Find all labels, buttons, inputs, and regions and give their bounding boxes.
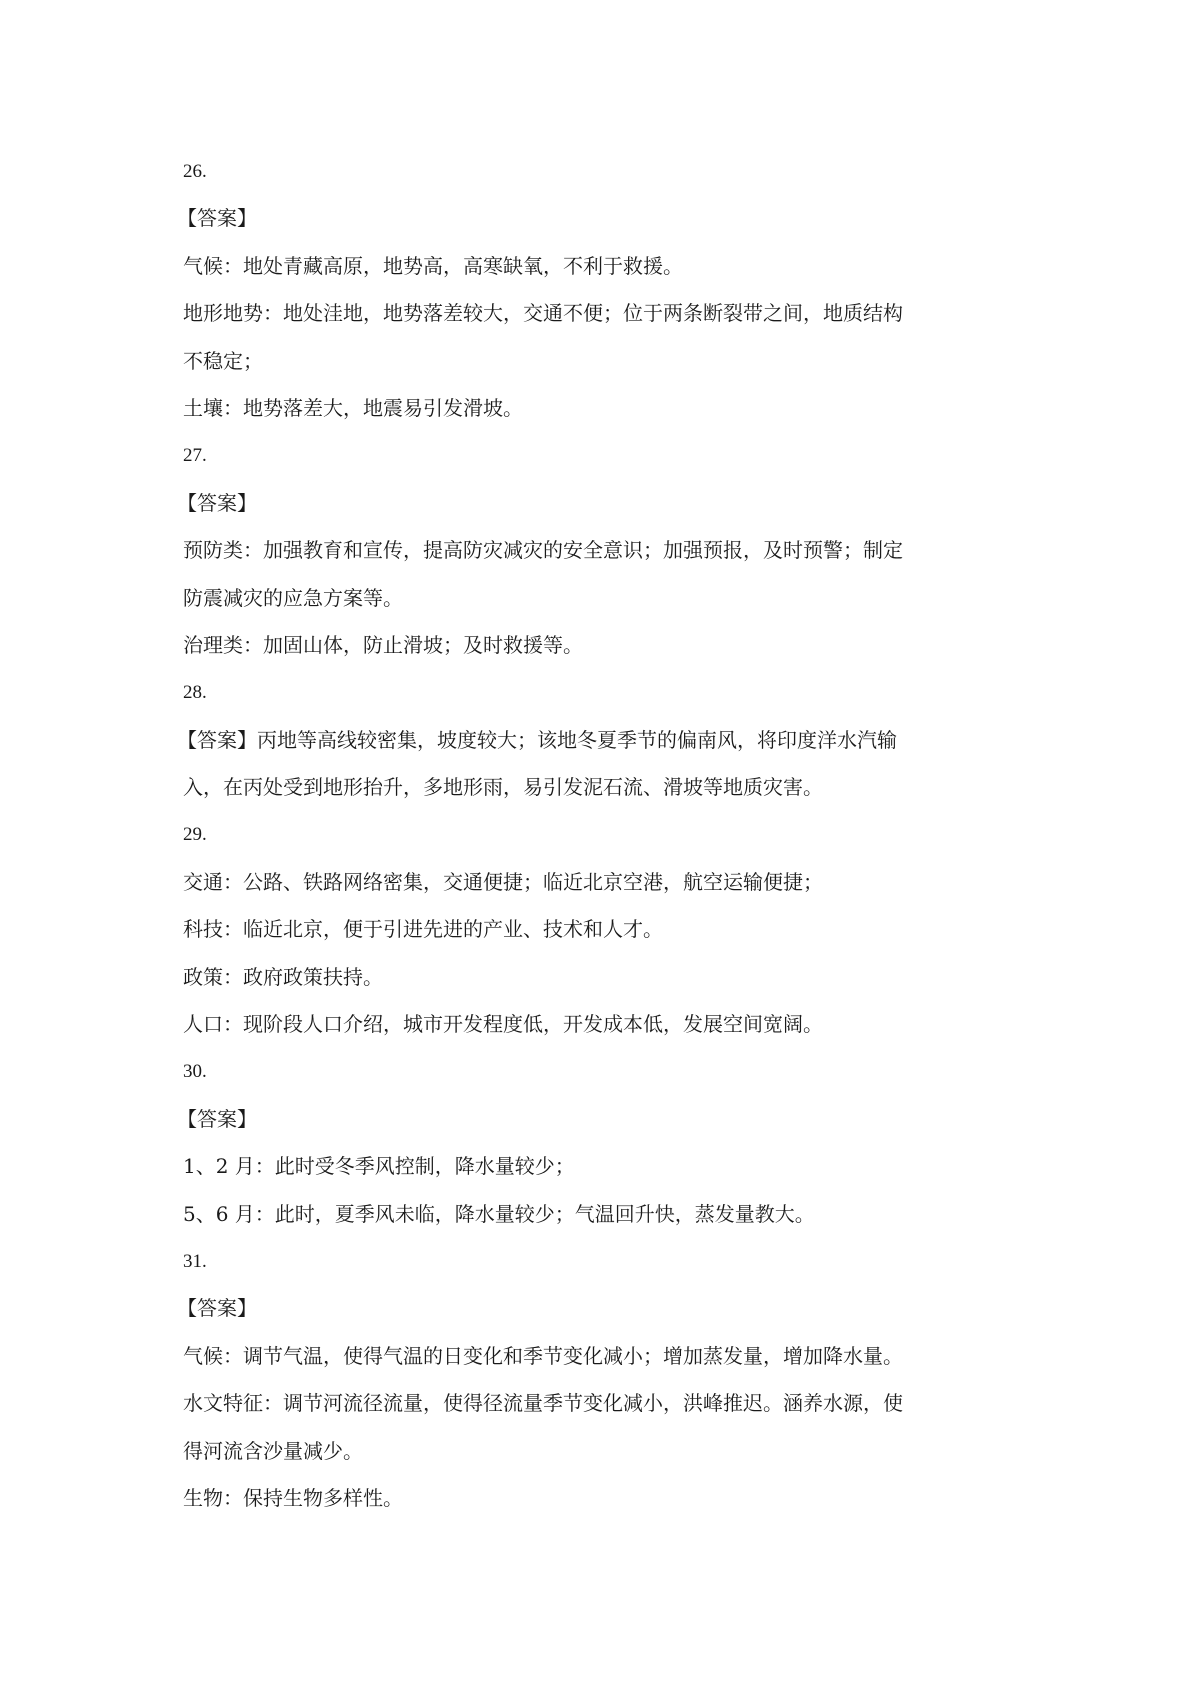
answer-text-line: 得河流含沙量减少。 xyxy=(183,1438,363,1463)
question-number: 31. xyxy=(183,1250,207,1272)
answer-text-line: 科技：临近北京，便于引进先进的产业、技术和人才。 xyxy=(183,917,663,942)
question-number: 28. xyxy=(183,682,207,704)
answer-text-line: 预防类：加强教育和宣传，提高防灾减灾的安全意识；加强预报，及时预警；制定 xyxy=(183,538,903,563)
answer-text-line: 气候：调节气温，使得气温的日变化和季节变化减小；增加蒸发量，增加降水量。 xyxy=(183,1343,903,1368)
answer-text-line: 政策：政府政策扶持。 xyxy=(183,964,383,989)
question-number: 29. xyxy=(183,824,207,846)
answer-text-line: 防震减灾的应急方案等。 xyxy=(183,585,403,610)
answer-text-line: 人口：现阶段人口介绍，城市开发程度低，开发成本低，发展空间宽阔。 xyxy=(183,1012,823,1037)
answer-text-line: 治理类：加固山体，防止滑坡；及时救援等。 xyxy=(183,632,583,657)
answer-text-line: 1、2 月：此时受冬季风控制，降水量较少； xyxy=(183,1154,575,1179)
answer-text-line: 入，在丙处受到地形抬升，多地形雨，易引发泥石流、滑坡等地质灾害。 xyxy=(183,775,823,800)
answer-text-line: 土壤：地势落差大，地震易引发滑坡。 xyxy=(183,395,523,420)
answer-label: 【答案】丙地等高线较密集，坡度较大；该地冬夏季节的偏南风，将印度洋水汽输 xyxy=(177,727,897,752)
question-number: 27. xyxy=(183,445,207,467)
answer-label: 【答案】 xyxy=(177,490,257,515)
answer-text-line: 生物：保持生物多样性。 xyxy=(183,1485,403,1510)
question-number: 30. xyxy=(183,1061,207,1083)
answer-text-line: 5、6 月：此时，夏季风未临，降水量较少；气温回升快，蒸发量教大。 xyxy=(183,1201,815,1226)
answer-text-line: 交通：公路、铁路网络密集，交通便捷；临近北京空港，航空运输便捷； xyxy=(183,869,823,894)
answer-text-line: 水文特征：调节河流径流量，使得径流量季节变化减小，洪峰推迟。涵养水源，使 xyxy=(183,1391,903,1416)
answer-label: 【答案】 xyxy=(177,206,257,231)
answer-text-line: 不稳定； xyxy=(183,348,263,373)
answer-text-line: 地形地势：地处洼地，地势落差较大，交通不便；位于两条断裂带之间，地质结构 xyxy=(183,301,903,326)
document-page xyxy=(177,148,963,1522)
answer-text-line: 气候：地处青藏高原，地势高，高寒缺氧，不利于救援。 xyxy=(183,253,683,278)
answer-label: 【答案】 xyxy=(177,1106,257,1131)
question-number: 26. xyxy=(183,161,207,182)
answer-label: 【答案】 xyxy=(177,1296,257,1321)
